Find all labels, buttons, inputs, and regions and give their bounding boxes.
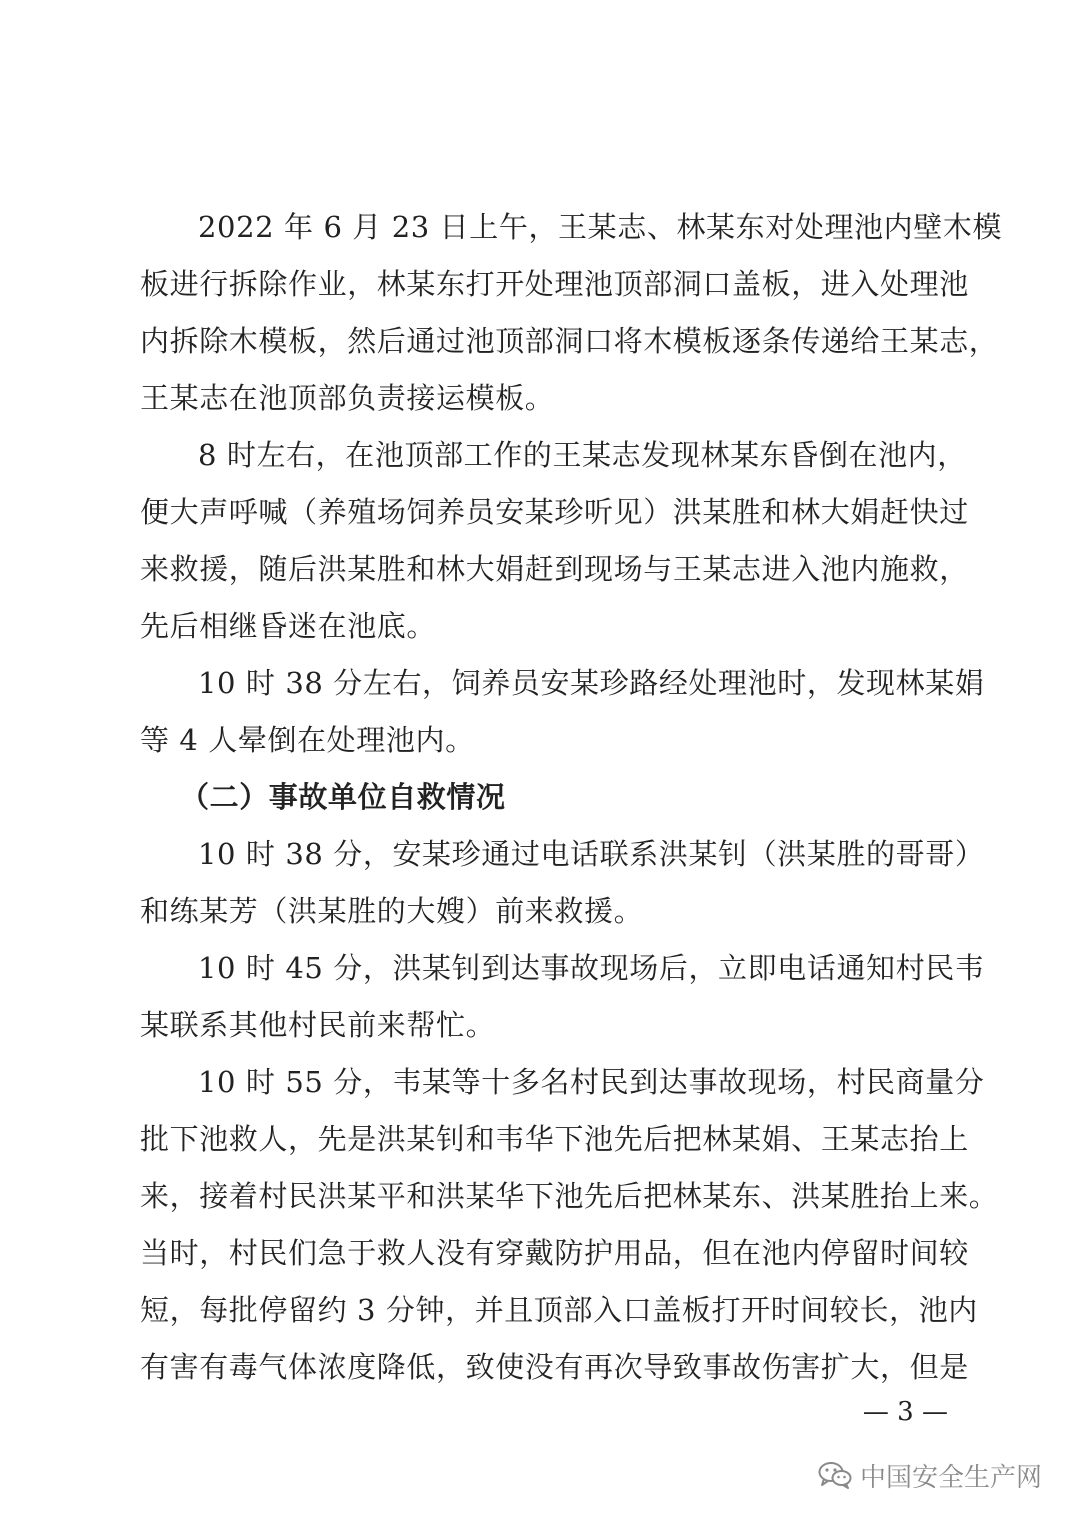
wechat-icon [818, 1461, 852, 1489]
page-number: — 3 — [862, 1397, 948, 1427]
watermark [818, 1455, 1042, 1495]
paragraph-6-line-6: 有害有毒气体浓度降低，致使没有再次导致事故伤害扩大，但是 [140, 1350, 969, 1384]
paragraph-6-line-4: 当时，村民们急于救人没有穿戴防护用品，但在池内停留时间较 [140, 1236, 969, 1270]
paragraph-6-line-2: 批下池救人，先是洪某钊和韦华下池先后把林某娟、王某志抬上 [140, 1122, 969, 1156]
paragraph-3-line-1: 10 时 38 分左右，饲养员安某珍路经处理池时，发现林某娟 [198, 666, 985, 700]
paragraph-5-line-2: 某联系其他村民前来帮忙。 [140, 1008, 496, 1042]
paragraph-4-line-1: 10 时 38 分，安某珍通过电话联系洪某钊（洪某胜的哥哥） [198, 837, 985, 871]
section-heading: （二）事故单位自救情况 [180, 780, 506, 814]
paragraph-1-line-3: 内拆除木模板，然后通过池顶部洞口将木模板逐条传递给王某志， [140, 324, 999, 358]
watermark-text: 中国安全生产网 [859, 1462, 1042, 1493]
paragraph-2-line-1: 8 时左右，在池顶部工作的王某志发现林某东昏倒在池内， [198, 438, 967, 472]
paragraph-6-line-3: 来，接着村民洪某平和洪某华下池先后把林某东、洪某胜抬上来。 [140, 1179, 999, 1213]
paragraph-5-line-1: 10 时 45 分，洪某钊到达事故现场后，立即电话通知村民韦 [198, 951, 985, 985]
paragraph-2-line-3: 来救援，随后洪某胜和林大娟赶到现场与王某志进入池内施救， [140, 552, 969, 586]
paragraph-6-line-1: 10 时 55 分，韦某等十多名村民到达事故现场，村民商量分 [198, 1065, 985, 1099]
paragraph-4-line-2: 和练某芳（洪某胜的大嫂）前来救援。 [140, 894, 644, 928]
paragraph-2-line-4: 先后相继昏迷在池底。 [140, 609, 437, 643]
paragraph-3-line-2: 等 4 人晕倒在处理池内。 [140, 723, 475, 757]
paragraph-6-line-5: 短，每批停留约 3 分钟，并且顶部入口盖板打开时间较长，池内 [140, 1293, 978, 1327]
paragraph-2-line-2: 便大声呼喊（养殖场饲养员安某珍听见）洪某胜和林大娟赶快过 [140, 495, 969, 529]
paragraph-1-line-4: 王某志在池顶部负责接运模板。 [140, 381, 555, 415]
paragraph-1-line-2: 板进行拆除作业，林某东打开处理池顶部洞口盖板，进入处理池 [140, 267, 969, 301]
paragraph-1-line-1: 2022 年 6 月 23 日上午，王某志、林某东对处理池内壁木模 [198, 210, 1003, 244]
